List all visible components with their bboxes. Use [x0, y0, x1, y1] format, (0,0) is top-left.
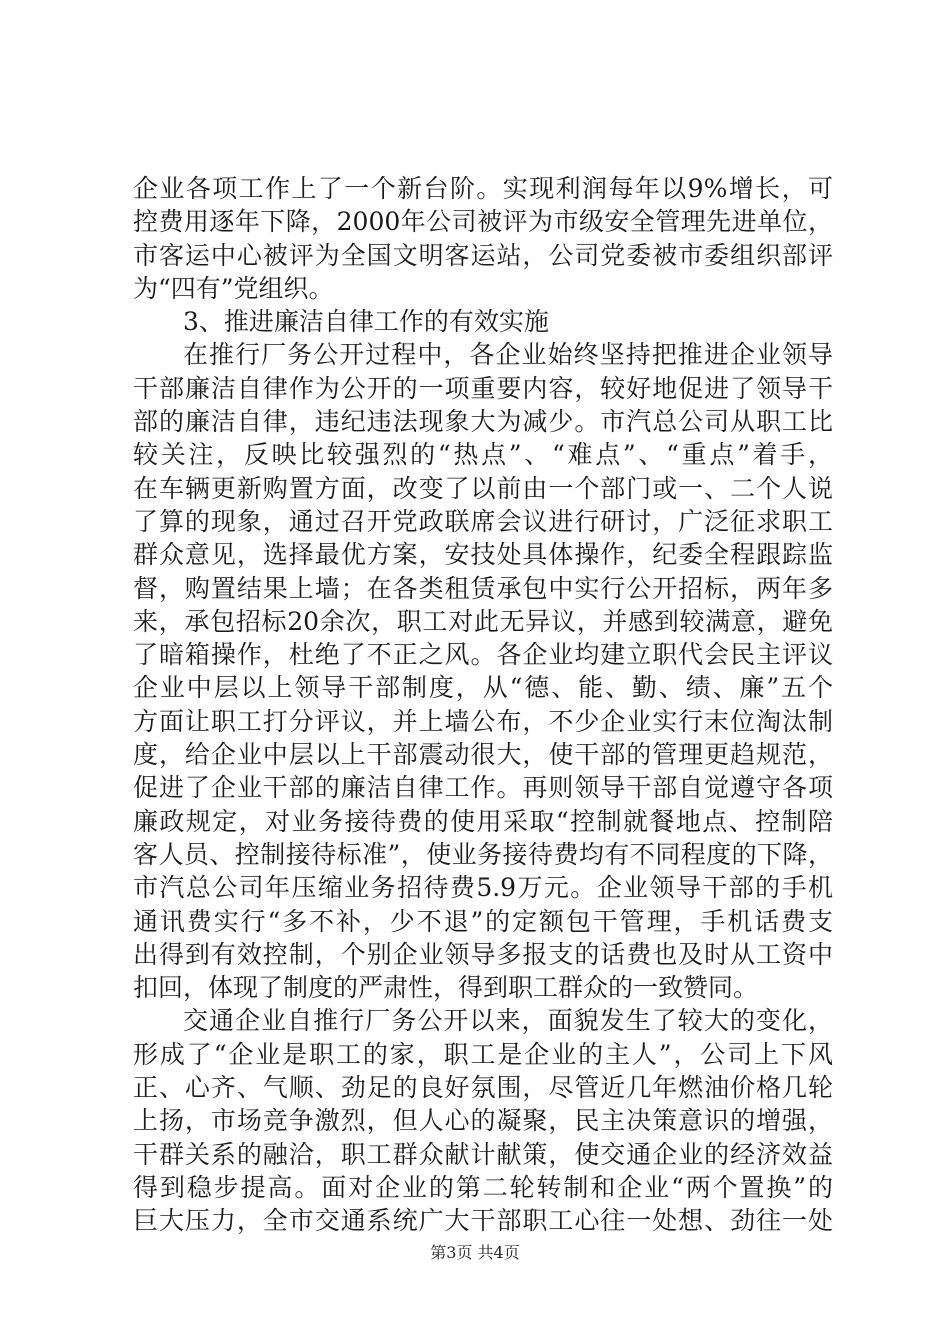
- text-line: 方面让职工打分评议，并上墙公布，不少企业实行末位淘汰制: [133, 706, 833, 736]
- text-line: 来，承包招标20余次，职工对此无异议，并感到较满意，避免: [133, 606, 833, 636]
- text-line: 了算的现象，通过召开党政联席会议进行研讨，广泛征求职工: [133, 506, 833, 536]
- text-line: 度，给企业中层以上干部震动很大，使干部的管理更趋规范，: [133, 740, 833, 770]
- text-line: 巨大压力，全市交通系统广大干部职工心往一处想、劲往一处: [133, 1206, 833, 1236]
- text-line: 了暗箱操作，杜绝了不正之风。各企业均建立职代会民主评议: [133, 640, 833, 670]
- text-line: 较关注，反映比较强烈的“热点”、“难点”、“重点”着手，: [133, 440, 833, 470]
- text-line: 企业中层以上领导干部制度，从“德、能、勤、绩、廉”五个: [133, 673, 833, 703]
- text-line: 企业各项工作上了一个新台阶。实现利润每年以9%增长，可: [133, 174, 833, 203]
- text-line: 出得到有效控制，个别企业领导多报支的话费也及时从工资中: [133, 939, 833, 969]
- text-line: 为“四有”党组织。: [133, 273, 334, 303]
- text-line: 部的廉洁自律，违纪违法现象大为减少。市汽总公司从职工比: [133, 407, 833, 437]
- text-line: 干群关系的融洽，职工群众献计献策，使交通企业的经济效益: [133, 1139, 833, 1169]
- text-line: 扣回，体现了制度的严肃性，得到职工群众的一致赞同。: [133, 973, 759, 1003]
- text-line: 督，购置结果上墙；在各类租赁承包中实行公开招标，两年多: [133, 573, 833, 603]
- text-line: 客人员、控制接待标准”，使业务接待费均有不同程度的下降，: [133, 839, 833, 869]
- text-line: 交通企业自推行厂务公开以来，面貌发生了较大的变化，: [183, 1006, 833, 1036]
- text-line: 干部廉洁自律作为公开的一项重要内容，较好地促进了领导干: [133, 373, 833, 403]
- text-line: 控费用逐年下降，2000年公司被评为市级安全管理先进单位，: [133, 207, 833, 237]
- text-line: 通讯费实行“多不补，少不退”的定额包干管理，手机话费支: [133, 906, 833, 936]
- text-line: 廉政规定，对业务接待费的使用采取“控制就餐地点、控制陪: [133, 806, 833, 836]
- text-line: 市汽总公司年压缩业务招待费5.9万元。企业领导干部的手机: [133, 873, 833, 903]
- text-line: 上扬，市场竞争激烈，但人心的凝聚，民主决策意识的增强，: [133, 1106, 833, 1136]
- text-line: 促进了企业干部的廉洁自律工作。再则领导干部自觉遵守各项: [133, 773, 833, 803]
- document-body: [133, 172, 833, 1238]
- text-line: 群众意见，选择最优方案，安技处具体操作，纪委全程跟踪监: [133, 540, 833, 570]
- text-line: 在车辆更新购置方面，改变了以前由一个部门或一、二个人说: [133, 473, 833, 503]
- text-line: 3、推进廉洁自律工作的有效实施: [183, 307, 549, 337]
- text-line: 在推行厂务公开过程中，各企业始终坚持把推进企业领导: [183, 340, 833, 370]
- page-number: 第3页 共4页: [430, 1243, 520, 1262]
- text-line: 正、心齐、气顺、劲足的良好氛围，尽管近几年燃油价格几轮: [133, 1073, 833, 1103]
- text-line: 形成了“企业是职工的家，职工是企业的主人”，公司上下风: [133, 1039, 833, 1069]
- page-footer: [0, 1243, 950, 1263]
- text-line: 市客运中心被评为全国文明客运站，公司党委被市委组织部评: [133, 240, 833, 270]
- text-line: 得到稳步提高。面对企业的第二轮转制和企业“两个置换”的: [133, 1172, 833, 1202]
